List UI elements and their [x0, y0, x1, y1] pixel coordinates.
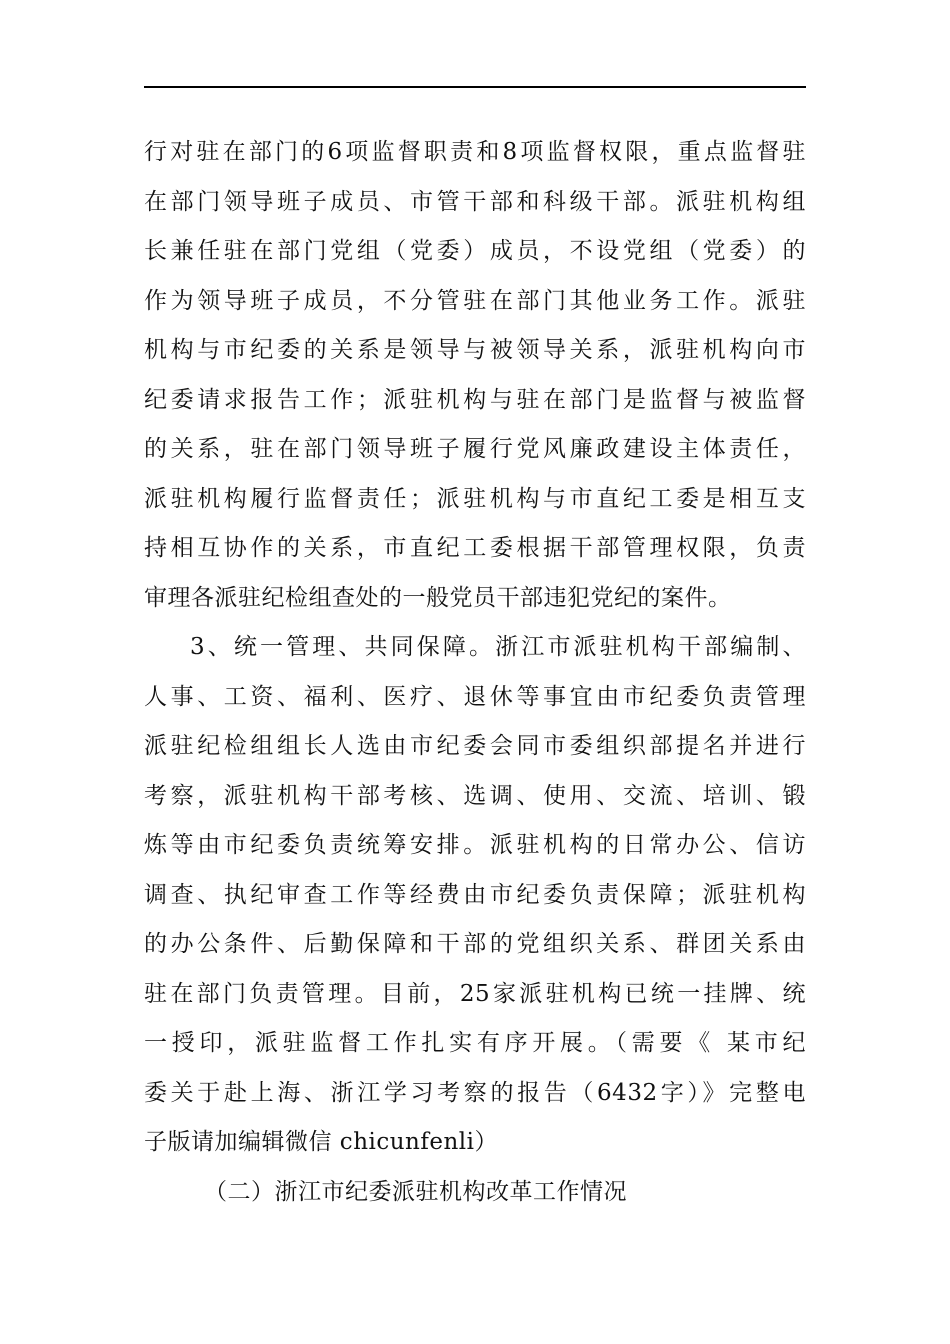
text-line: 在部门领导班子成员、市管干部和科级干部。派驻机构组 — [144, 188, 806, 215]
section-heading — [144, 1168, 806, 1218]
text-line: 的办公条件、后勤保障和干部的党组织关系、群团关系由 — [144, 931, 806, 957]
text-line: 长兼任驻在部门党组（党委）成员，不设党组（党委）的 — [144, 238, 806, 264]
text-line: 一授印，派驻监督工作扎实有序开展。（需要《 某市纪 — [144, 1030, 806, 1056]
text-line: 审理各派驻纪检组查处的一般党员干部违犯党纪的案件。 — [144, 584, 732, 611]
body-text — [144, 128, 806, 1217]
text-line: 行对驻在部门的6项监督职责和8项监督权限，重点监督驻 — [144, 139, 806, 165]
header-rule — [144, 86, 806, 88]
text-line: 纪委请求报告工作；派驻机构与驻在部门是监督与被监督 — [144, 386, 806, 413]
paragraph-duties — [144, 128, 806, 623]
text-line: 调查、执纪审查工作等经费由市纪委负责保障；派驻机构 — [144, 881, 806, 908]
text-line: 人事、工资、福利、医疗、退休等事宜由市纪委负责管理 — [144, 683, 806, 710]
text-line: 作为领导班子成员，不分管驻在部门其他业务工作。派驻 — [144, 287, 806, 314]
section-heading-text: （二）浙江市纪委派驻机构改革工作情况 — [204, 1178, 627, 1205]
text-line: 子版请加编辑微信 chicunfenli） — [144, 1129, 499, 1155]
text-line: 考察，派驻机构干部考核、选调、使用、交流、培训、锻 — [144, 782, 806, 809]
text-line: 的关系，驻在部门领导班子履行党风廉政建设主体责任， — [144, 436, 806, 462]
text-line: 3、统一管理、共同保障。浙江市派驻机构干部编制、 — [190, 634, 806, 660]
text-line: 炼等由市纪委负责统筹安排。派驻机构的日常办公、信访 — [144, 832, 806, 858]
text-line: 持相互协作的关系，市直纪工委根据干部管理权限，负责 — [144, 535, 806, 561]
text-line: 派驻机构履行监督责任；派驻机构与市直纪工委是相互支 — [144, 485, 806, 512]
text-line: 派驻纪检组组长人选由市纪委会同市委组织部提名并进行 — [144, 733, 806, 759]
text-line: 委关于赴上海、浙江学习考察的报告（6432字）》完整电 — [144, 1079, 806, 1106]
paragraph-management — [144, 623, 806, 1168]
text-line: 机构与市纪委的关系是领导与被领导关系，派驻机构向市 — [144, 337, 806, 363]
text-line: 驻在部门负责管理。目前，25家派驻机构已统一挂牌、统 — [144, 980, 806, 1007]
